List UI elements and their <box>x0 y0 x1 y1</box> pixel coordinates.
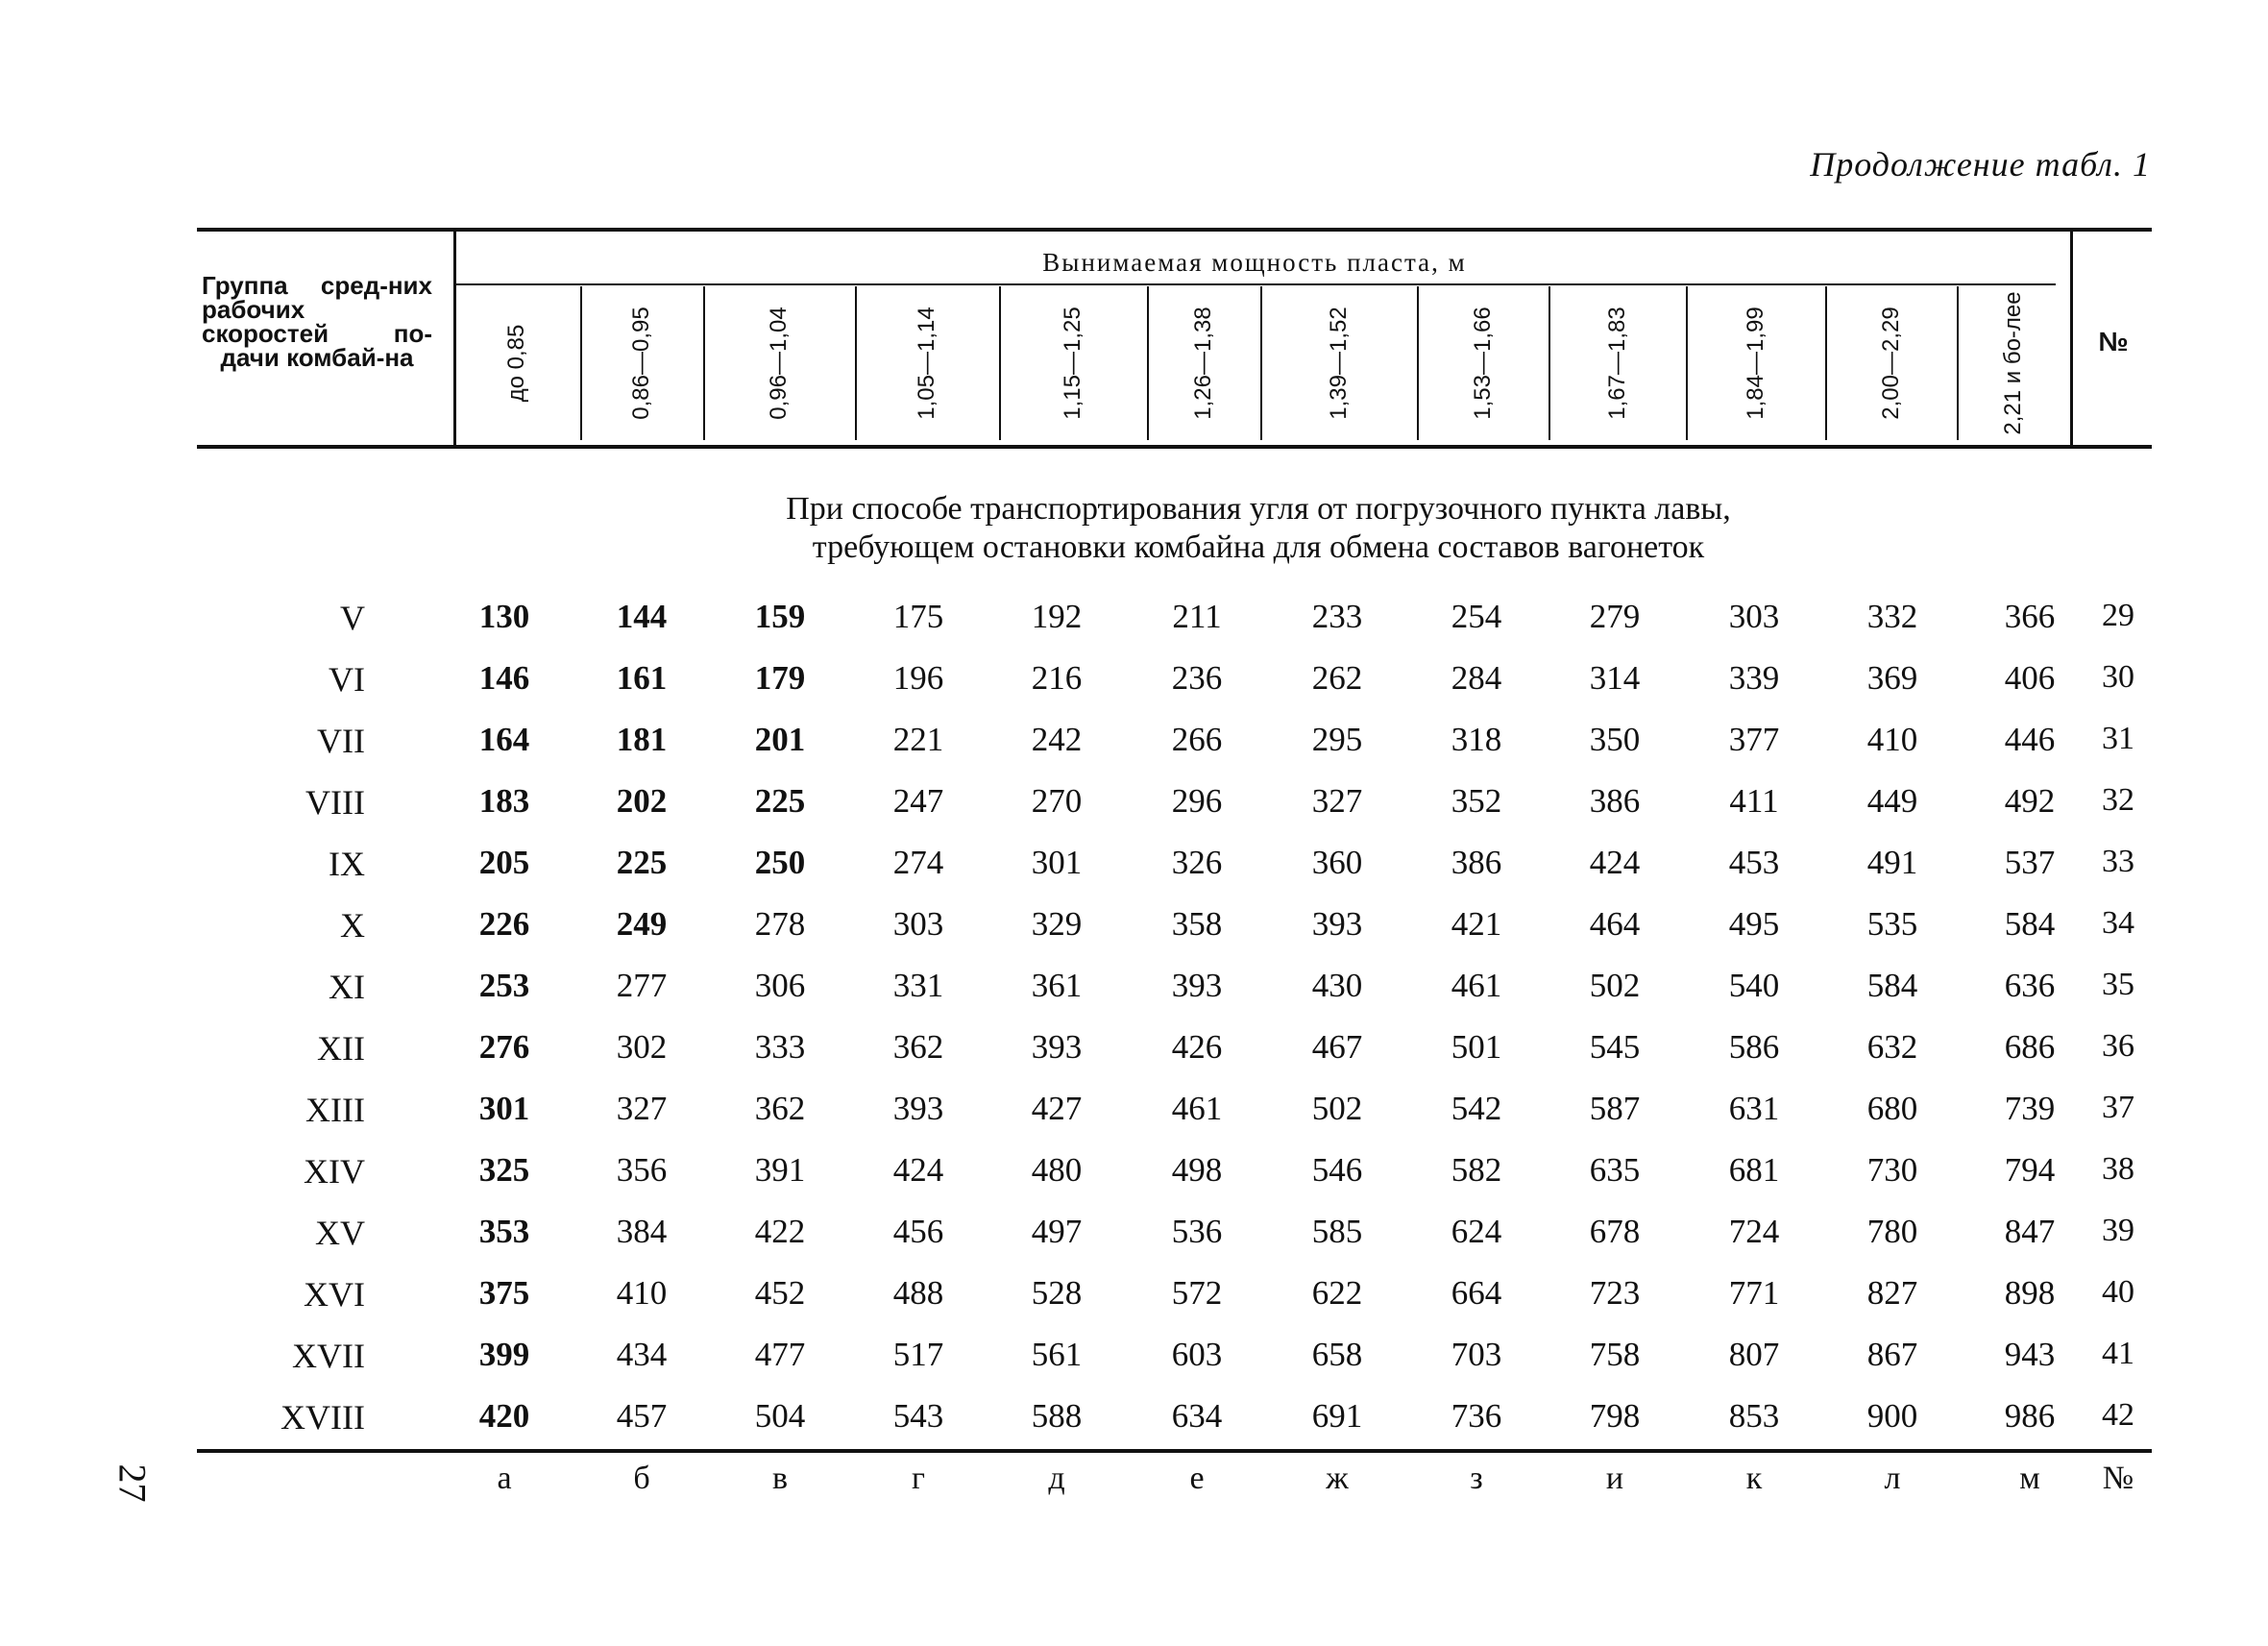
header-span-title: Вынимаемая мощность пласта, м <box>1042 248 1467 277</box>
column-header-label: 1,67—1,83 <box>1603 307 1630 420</box>
table-cell: 279 <box>1589 598 1641 635</box>
table-cell: 332 <box>1866 598 1918 635</box>
column-header-label: 1,05—1,14 <box>914 307 939 420</box>
column-header-label: 0,86—0,95 <box>628 307 654 420</box>
table-cell: 517 <box>892 1336 944 1373</box>
table-cell: 284 <box>1451 659 1502 697</box>
table-cell: 399 <box>478 1336 530 1373</box>
table-cell: 352 <box>1451 782 1502 820</box>
column-header <box>1957 286 2070 440</box>
table-cell: 584 <box>1866 967 1918 1004</box>
table-cell: 161 <box>616 659 668 697</box>
row-group-label: XIV <box>304 1152 365 1191</box>
column-header-label: 1,15—1,25 <box>1060 307 1085 420</box>
header-bottom-rule <box>197 445 2152 449</box>
table-cell: 326 <box>1171 844 1223 881</box>
table-cell: 542 <box>1451 1090 1502 1127</box>
column-letter: № <box>2102 1461 2134 1496</box>
column-header <box>999 286 1147 440</box>
table-cell: 270 <box>1031 782 1083 820</box>
column-header-label: 2,00—2,29 <box>1877 307 1904 420</box>
table-cell: 427 <box>1031 1090 1083 1127</box>
table-bottom-rule <box>197 1449 2152 1453</box>
row-number: 38 <box>2102 1151 2134 1187</box>
row-number: 41 <box>2102 1336 2134 1371</box>
column-header <box>1417 286 1549 440</box>
table-cell: 205 <box>478 844 530 881</box>
column-header-label: 1,39—1,52 <box>1325 307 1352 420</box>
table-cell: 410 <box>616 1274 668 1312</box>
column-letter: а <box>497 1461 512 1496</box>
column-letter: и <box>1605 1461 1624 1496</box>
table-cell: 333 <box>754 1028 806 1066</box>
table-cell: 360 <box>1311 844 1363 881</box>
table-cell: 635 <box>1589 1151 1641 1189</box>
row-number: 32 <box>2102 782 2134 818</box>
table-cell: 386 <box>1451 844 1502 881</box>
table-cell: 424 <box>892 1151 944 1189</box>
row-group-label: XII <box>317 1029 365 1068</box>
table-cell: 296 <box>1171 782 1223 820</box>
row-number: 30 <box>2102 659 2134 695</box>
table-cell: 362 <box>892 1028 944 1066</box>
header-span-underline <box>453 283 2056 285</box>
row-group-label: XVI <box>304 1275 365 1314</box>
table-cell: 572 <box>1171 1274 1223 1312</box>
header-column-divider <box>2070 232 2073 445</box>
table-cell: 262 <box>1311 659 1363 697</box>
table-cell: 393 <box>1311 905 1363 943</box>
table-cell: 406 <box>2004 659 2056 697</box>
table-cell: 393 <box>1171 967 1223 1004</box>
table-cell: 480 <box>1031 1151 1083 1189</box>
table-cell: 898 <box>2004 1274 2056 1312</box>
table-cell: 426 <box>1171 1028 1223 1066</box>
header-number-label: № <box>2098 327 2129 356</box>
table-cell: 477 <box>754 1336 806 1373</box>
table-cell: 424 <box>1589 844 1641 881</box>
header-group-label: Группа сред-них рабочих скоростей по-дачи комбай-на <box>202 271 432 372</box>
row-group-label: XIII <box>305 1091 365 1129</box>
table-cell: 488 <box>892 1274 944 1312</box>
table-cell: 456 <box>892 1213 944 1250</box>
row-group-label: X <box>340 906 365 945</box>
row-group-label: XI <box>329 968 365 1006</box>
table-cell: 636 <box>2004 967 2056 1004</box>
table-cell: 780 <box>1866 1213 1918 1250</box>
table-cell: 585 <box>1311 1213 1363 1250</box>
table-cell: 528 <box>1031 1274 1083 1312</box>
column-header <box>1147 286 1260 440</box>
column-letter: е <box>1189 1461 1205 1496</box>
table-cell: 247 <box>892 782 944 820</box>
table-cell: 377 <box>1728 721 1780 758</box>
table-cell: 226 <box>478 905 530 943</box>
row-group-label: VII <box>317 722 365 760</box>
table-cell: 467 <box>1311 1028 1363 1066</box>
row-group-label: VI <box>329 660 365 699</box>
table-cell: 535 <box>1866 905 1918 943</box>
table-cell: 537 <box>2004 844 2056 881</box>
table-cell: 724 <box>1728 1213 1780 1250</box>
table-cell: 807 <box>1728 1336 1780 1373</box>
table-cell: 302 <box>616 1028 668 1066</box>
section-title-line-2: требующем остановки комбайна для обмена составов вагонеток <box>812 529 1705 565</box>
table-cell: 421 <box>1451 905 1502 943</box>
column-letter: м <box>2019 1461 2040 1496</box>
table-cell: 867 <box>1866 1336 1918 1373</box>
table-cell: 434 <box>616 1336 668 1373</box>
table-cell: 250 <box>754 844 806 881</box>
table-cell: 391 <box>754 1151 806 1189</box>
table-cell: 703 <box>1451 1336 1502 1373</box>
column-header <box>855 286 999 440</box>
row-number: 37 <box>2102 1090 2134 1125</box>
table-cell: 301 <box>478 1090 530 1127</box>
table-cell: 356 <box>616 1151 668 1189</box>
table-cell: 900 <box>1866 1397 1918 1435</box>
table-cell: 495 <box>1728 905 1780 943</box>
table-cell: 393 <box>892 1090 944 1127</box>
table-cell: 216 <box>1031 659 1083 697</box>
table-cell: 202 <box>616 782 668 820</box>
table-cell: 331 <box>892 967 944 1004</box>
table-cell: 183 <box>478 782 530 820</box>
table-cell: 276 <box>478 1028 530 1066</box>
column-letter: б <box>633 1461 650 1496</box>
table-cell: 730 <box>1866 1151 1918 1189</box>
column-letter: з <box>1470 1461 1483 1496</box>
table-cell: 678 <box>1589 1213 1641 1250</box>
table-cell: 771 <box>1728 1274 1780 1312</box>
column-header-label: 1,26—1,38 <box>1190 307 1216 420</box>
section-title <box>500 490 2017 567</box>
table-cell: 681 <box>1728 1151 1780 1189</box>
table-cell: 225 <box>754 782 806 820</box>
table-cell: 375 <box>478 1274 530 1312</box>
row-group-label: XV <box>315 1214 365 1252</box>
table-cell: 274 <box>892 844 944 881</box>
column-letter: г <box>912 1461 925 1496</box>
table-cell: 303 <box>1728 598 1780 635</box>
table-cell: 329 <box>1031 905 1083 943</box>
page-number: 27 <box>110 1463 155 1503</box>
row-number: 40 <box>2102 1274 2134 1310</box>
column-header <box>703 286 855 440</box>
table-cell: 242 <box>1031 721 1083 758</box>
column-header <box>1549 286 1686 440</box>
table-cell: 278 <box>754 905 806 943</box>
table-cell: 624 <box>1451 1213 1502 1250</box>
table-cell: 691 <box>1311 1397 1363 1435</box>
table-cell: 543 <box>892 1397 944 1435</box>
table-cell: 236 <box>1171 659 1223 697</box>
column-header-label: 0,96—1,04 <box>766 307 792 420</box>
row-number: 36 <box>2102 1028 2134 1064</box>
table-cell: 225 <box>616 844 668 881</box>
column-header-label: 1,84—1,99 <box>1742 307 1768 420</box>
table-cell: 457 <box>616 1397 668 1435</box>
table-cell: 847 <box>2004 1213 2056 1250</box>
table-cell: 254 <box>1451 598 1502 635</box>
continuation-label: Продолжение табл. 1 <box>1810 145 2151 184</box>
section-title-line-1: При способе транспортирования угля от погрузочного пункта лавы, <box>786 491 1731 527</box>
table-cell: 497 <box>1031 1213 1083 1250</box>
table-cell: 680 <box>1866 1090 1918 1127</box>
table-cell: 461 <box>1451 967 1502 1004</box>
table-cell: 366 <box>2004 598 2056 635</box>
table-cell: 358 <box>1171 905 1223 943</box>
table-cell: 664 <box>1451 1274 1502 1312</box>
table-cell: 853 <box>1728 1397 1780 1435</box>
table-cell: 658 <box>1311 1336 1363 1373</box>
table-cell: 739 <box>2004 1090 2056 1127</box>
table-cell: 422 <box>754 1213 806 1250</box>
table-cell: 201 <box>754 721 806 758</box>
table-cell: 266 <box>1171 721 1223 758</box>
table-cell: 249 <box>616 905 668 943</box>
column-header <box>580 286 703 440</box>
table-cell: 253 <box>478 967 530 1004</box>
table-cell: 295 <box>1311 721 1363 758</box>
row-number: 39 <box>2102 1213 2134 1248</box>
column-header <box>453 286 580 440</box>
column-header-label: 1,53—1,66 <box>1469 307 1496 420</box>
table-cell: 632 <box>1866 1028 1918 1066</box>
table-cell: 540 <box>1728 967 1780 1004</box>
table-cell: 303 <box>892 905 944 943</box>
table-cell: 233 <box>1311 598 1363 635</box>
table-cell: 452 <box>754 1274 806 1312</box>
table-cell: 546 <box>1311 1151 1363 1189</box>
row-number: 35 <box>2102 967 2134 1002</box>
column-header-label: 2,21 и бо-лее <box>2000 291 2026 435</box>
table-cell: 986 <box>2004 1397 2056 1435</box>
table-cell: 318 <box>1451 721 1502 758</box>
column-header <box>1686 286 1825 440</box>
table-cell: 446 <box>2004 721 2056 758</box>
table-cell: 301 <box>1031 844 1083 881</box>
table-cell: 501 <box>1451 1028 1502 1066</box>
column-letter: д <box>1048 1461 1065 1496</box>
table-cell: 353 <box>478 1213 530 1250</box>
column-header <box>1260 286 1417 440</box>
table-cell: 686 <box>2004 1028 2056 1066</box>
table-cell: 498 <box>1171 1151 1223 1189</box>
table-cell: 491 <box>1866 844 1918 881</box>
table-cell: 794 <box>2004 1151 2056 1189</box>
table-cell: 464 <box>1589 905 1641 943</box>
table-cell: 384 <box>616 1213 668 1250</box>
table-cell: 221 <box>892 721 944 758</box>
table-cell: 798 <box>1589 1397 1641 1435</box>
table-cell: 339 <box>1728 659 1780 697</box>
table-cell: 175 <box>892 598 944 635</box>
row-group-label: VIII <box>305 783 365 822</box>
column-letter: в <box>771 1461 789 1496</box>
table-cell: 827 <box>1866 1274 1918 1312</box>
table-cell: 159 <box>754 598 806 635</box>
table-cell: 420 <box>478 1397 530 1435</box>
table-cell: 196 <box>892 659 944 697</box>
column-header-label: до 0,85 <box>503 324 529 403</box>
table-cell: 943 <box>2004 1336 2056 1373</box>
row-number: 34 <box>2102 905 2134 941</box>
table-cell: 327 <box>1311 782 1363 820</box>
row-group-label: XVII <box>292 1337 365 1375</box>
table-cell: 582 <box>1451 1151 1502 1189</box>
table-cell: 504 <box>754 1397 806 1435</box>
table-cell: 545 <box>1589 1028 1641 1066</box>
column-letter: к <box>1745 1461 1763 1496</box>
table-cell: 723 <box>1589 1274 1641 1312</box>
table-cell: 586 <box>1728 1028 1780 1066</box>
table-cell: 146 <box>478 659 530 697</box>
table-cell: 325 <box>478 1151 530 1189</box>
row-group-label: XVIII <box>280 1398 365 1437</box>
table-cell: 588 <box>1031 1397 1083 1435</box>
table-cell: 369 <box>1866 659 1918 697</box>
table-cell: 144 <box>616 598 668 635</box>
table-cell: 277 <box>616 967 668 1004</box>
table-cell: 736 <box>1451 1397 1502 1435</box>
row-number: 31 <box>2102 721 2134 756</box>
table-cell: 461 <box>1171 1090 1223 1127</box>
table-cell: 179 <box>754 659 806 697</box>
column-letter: ж <box>1326 1461 1349 1496</box>
table-cell: 536 <box>1171 1213 1223 1250</box>
table-cell: 634 <box>1171 1397 1223 1435</box>
table-cell: 164 <box>478 721 530 758</box>
row-group-label: IX <box>329 845 365 883</box>
table-cell: 130 <box>478 598 530 635</box>
table-cell: 181 <box>616 721 668 758</box>
table-cell: 362 <box>754 1090 806 1127</box>
table-cell: 622 <box>1311 1274 1363 1312</box>
table-cell: 492 <box>2004 782 2056 820</box>
table-cell: 393 <box>1031 1028 1083 1066</box>
table-cell: 411 <box>1729 782 1779 820</box>
row-number: 29 <box>2102 598 2134 633</box>
table-cell: 192 <box>1031 598 1083 635</box>
table-cell: 306 <box>754 967 806 1004</box>
table-cell: 758 <box>1589 1336 1641 1373</box>
table-cell: 603 <box>1171 1336 1223 1373</box>
table-cell: 430 <box>1311 967 1363 1004</box>
top-rule <box>197 228 2152 232</box>
column-header <box>1825 286 1957 440</box>
table-cell: 386 <box>1589 782 1641 820</box>
table-cell: 449 <box>1866 782 1918 820</box>
row-number: 42 <box>2102 1397 2134 1433</box>
table-cell: 502 <box>1589 967 1641 1004</box>
table-cell: 211 <box>1172 598 1222 635</box>
table-cell: 561 <box>1031 1336 1083 1373</box>
table-cell: 584 <box>2004 905 2056 943</box>
row-group-label: V <box>340 599 365 637</box>
table-cell: 587 <box>1589 1090 1641 1127</box>
table-cell: 361 <box>1031 967 1083 1004</box>
row-number: 33 <box>2102 844 2134 879</box>
table-cell: 314 <box>1589 659 1641 697</box>
table-cell: 502 <box>1311 1090 1363 1127</box>
table-cell: 350 <box>1589 721 1641 758</box>
column-letter: л <box>1884 1461 1901 1496</box>
table-cell: 410 <box>1866 721 1918 758</box>
table-cell: 327 <box>616 1090 668 1127</box>
table-cell: 631 <box>1728 1090 1780 1127</box>
table-cell: 453 <box>1728 844 1780 881</box>
